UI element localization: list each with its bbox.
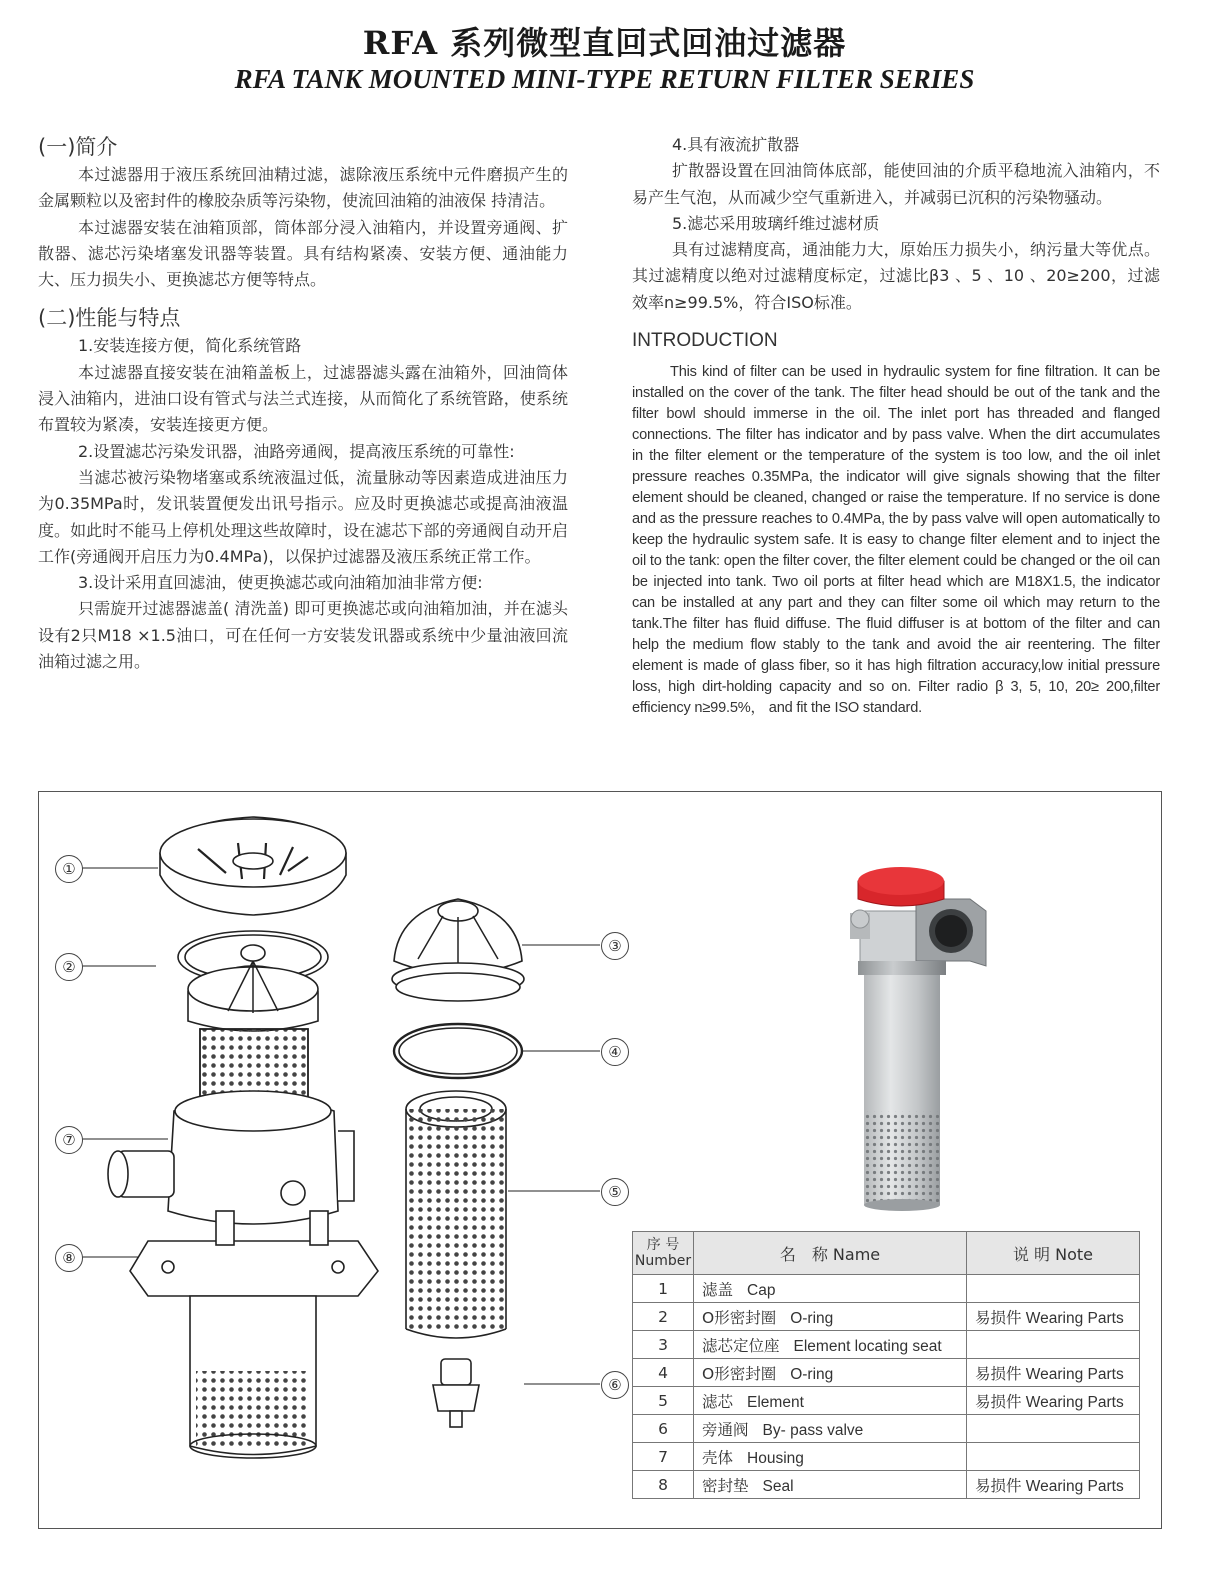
feature-title: 2.设置滤芯污染发讯器，油路旁通阀，提高液压系统的可靠性: <box>78 441 515 461</box>
row-note <box>967 1275 1140 1303</box>
left-column <box>38 132 568 675</box>
row-number: 7 <box>633 1443 694 1471</box>
table-row <box>633 1471 1140 1499</box>
row-number: 2 <box>633 1303 694 1331</box>
right-column <box>632 132 1160 719</box>
table-row <box>633 1303 1140 1331</box>
header-note: 说 明 Note <box>967 1232 1140 1275</box>
row-name-en: Cap <box>747 1281 776 1299</box>
paragraph: 本过滤器用于液压系统回油精过滤，滤除液压系统中元件磨损产生的金属颗粒以及密封件的橡胶杂质等污染物，使流回油箱的油液保 持清洁。 <box>38 165 568 211</box>
row-name-en: O-ring <box>790 1365 834 1383</box>
row-number: 4 <box>633 1359 694 1387</box>
callout-4: ④ <box>601 1038 629 1066</box>
table-row <box>633 1443 1140 1471</box>
row-name-zh: 滤盖 <box>702 1280 734 1299</box>
row-name <box>694 1415 967 1443</box>
row-name-en: Housing <box>747 1449 804 1467</box>
row-number: 1 <box>633 1275 694 1303</box>
paragraph: 扩散器设置在回油筒体底部，能使回油的介质平稳地流入油箱内，不易产生气泡，从而减少空气重新进入，并减弱已沉积的污染物骚动。 <box>632 161 1160 207</box>
row-name-en: Element locating seat <box>793 1337 942 1355</box>
callout-2: ② <box>55 953 83 981</box>
paragraph: 具有过滤精度高，通油能力大，原始压力损失小，纳污量大等优点。其过滤精度以绝对过滤精度标定，过滤比β3 、5 、10 、20≥200，过滤效率n≥99.5%，符合ISO标准。 <box>632 240 1160 312</box>
feature-title: 3.设计采用直回滤油，使更换滤芯或向油箱加油非常方便: <box>78 573 483 593</box>
row-name-en: O-ring <box>790 1309 834 1327</box>
callout-7: ⑦ <box>55 1126 83 1154</box>
row-name-zh: 滤芯 <box>702 1392 734 1411</box>
row-note: 易损件 Wearing Parts <box>967 1303 1140 1331</box>
row-name-zh: 滤芯定位座 <box>702 1336 780 1355</box>
header-number-zh: 序 号 <box>646 1237 680 1253</box>
row-name-zh: 旁通阀 <box>702 1420 749 1439</box>
callout-1: ① <box>55 855 83 883</box>
row-note <box>967 1331 1140 1359</box>
row-note: 易损件 Wearing Parts <box>967 1471 1140 1499</box>
table-row <box>633 1415 1140 1443</box>
header-name: 名 称 Name <box>694 1232 967 1275</box>
row-number: 8 <box>633 1471 694 1499</box>
callout-3: ③ <box>601 932 629 960</box>
row-name-en: Seal <box>762 1477 794 1495</box>
callout-8: ⑧ <box>55 1244 83 1272</box>
row-name <box>694 1303 967 1331</box>
paragraph: 本过滤器直接安装在油箱盖板上，过滤器滤头露在油箱外，回油筒体浸入油箱内，进油口设有管式与法兰式连接，从而简化了系统管路，使系统布置较为紧凑，安装连接更方便。 <box>38 362 568 435</box>
table-row <box>633 1387 1140 1415</box>
row-name <box>694 1359 967 1387</box>
row-name <box>694 1471 967 1499</box>
row-number: 5 <box>633 1387 694 1415</box>
section-heading-intro: (一)简介 <box>38 135 118 159</box>
callout-6: ⑥ <box>601 1371 629 1399</box>
page-title-zh: RFA 系列微型直回式回油过滤器 <box>362 24 847 62</box>
row-name <box>694 1387 967 1415</box>
row-name-zh: O形密封圈 <box>702 1364 777 1383</box>
row-name <box>694 1331 967 1359</box>
row-name-zh: 密封垫 <box>702 1476 749 1495</box>
row-name-en: By- pass valve <box>762 1421 864 1439</box>
row-name-zh: 壳体 <box>702 1448 734 1467</box>
introduction-heading: INTRODUCTION <box>632 330 778 352</box>
row-number: 3 <box>633 1331 694 1359</box>
paragraph: 只需旋开过滤器滤盖( 清洗盖) 即可更换滤芯或向油箱加油，并在滤头设有2只M18 ×1.5油口，可在任何一方安装发讯器或系统中少量油液回流油箱过滤之用。 <box>38 599 568 672</box>
paragraph: 当滤芯被污染物堵塞或系统液温过低，流量脉动等因素造成进油压力为0.35MPa时，发讯装置便发出讯号指示。应及时更换滤芯或提高油液温度。如此时不能马上停机处理这些故障时，设在滤芯下部的旁通阀自动开启工作(旁通阀开启压力为0.4MPa)，以保护过滤器及液压系统正常工作。 <box>38 467 568 566</box>
row-name-en: Element <box>747 1393 804 1411</box>
row-name-zh: O形密封圈 <box>702 1308 777 1327</box>
callout-5: ⑤ <box>601 1178 629 1206</box>
feature-title: 1.安装连接方便，简化系统管路 <box>78 336 302 356</box>
row-number: 6 <box>633 1415 694 1443</box>
table-header-row <box>633 1232 1140 1275</box>
table-row <box>633 1331 1140 1359</box>
header-number-en: Number <box>634 1253 692 1269</box>
row-note: 易损件 Wearing Parts <box>967 1387 1140 1415</box>
feature-title: 5.滤芯采用玻璃纤维过滤材质 <box>672 213 880 233</box>
section-heading-features: (二)性能与特点 <box>38 306 181 331</box>
table-row <box>633 1275 1140 1303</box>
table-row <box>633 1359 1140 1387</box>
row-name <box>694 1275 967 1303</box>
row-note: 易损件 Wearing Parts <box>967 1359 1140 1387</box>
paragraph: 本过滤器安装在油箱顶部，筒体部分浸入油箱内，并设置旁通阀、扩散器、滤芯污染堵塞发讯器等装置。具有结构紧凑、安装方便、通油能力大、压力损失小、更换滤芯方便等特点。 <box>38 217 568 290</box>
feature-title: 4.具有液流扩散器 <box>672 135 800 154</box>
page-title-en: RFA TANK MOUNTED MINI-TYPE RETURN FILTER SERIES <box>234 64 975 94</box>
row-note <box>967 1415 1140 1443</box>
product-photo <box>850 867 986 1211</box>
row-name <box>694 1443 967 1471</box>
parts-table <box>632 1231 1140 1499</box>
introduction-text: This kind of filter can be used in hydraulic system for fine filtration. It can be installed on the cover of the tank. The filter head should be out of the tank and the filter bowl should immerse in the oil. The inlet port has threaded and flanged connections. The filter has indicator and by pass valve. When the dirt accumulates in the filter element or the temperature of the system is too low, and the oil inlet pressure reaches 0.35MPa, the indicator will give signals showing that the filter element should be cleaned, changed or raise the temperature. If no service is done and as the pressure reaches to 0.4MPa, the by pass valve will open automatically to keep the hydraulic system safe. It is easy to change filter element and to inject the oil to the tank: open the filter cover, the filter element could be changed or the oil can be injected into tank. Two oil ports at filter head which are M18X1.5, the indicator can be installed at any part and they can filter some oil which may return to the tank.The filter has fluid diffuse. The fluid diffuser is at bottom of the filter and can help the medium flow stably to the tank and avoid the air reentering. The filter element is made of glass fiber, so it has high filtration accuracy,low initial pressure loss, high dirt-holding capacity and so on. Filter radio β 3, 5, 10, 20≥ 200,filter efficiency n≥99.5%， and fit the ISO standard. <box>632 364 1160 717</box>
header-number <box>633 1232 694 1275</box>
row-note <box>967 1443 1140 1471</box>
